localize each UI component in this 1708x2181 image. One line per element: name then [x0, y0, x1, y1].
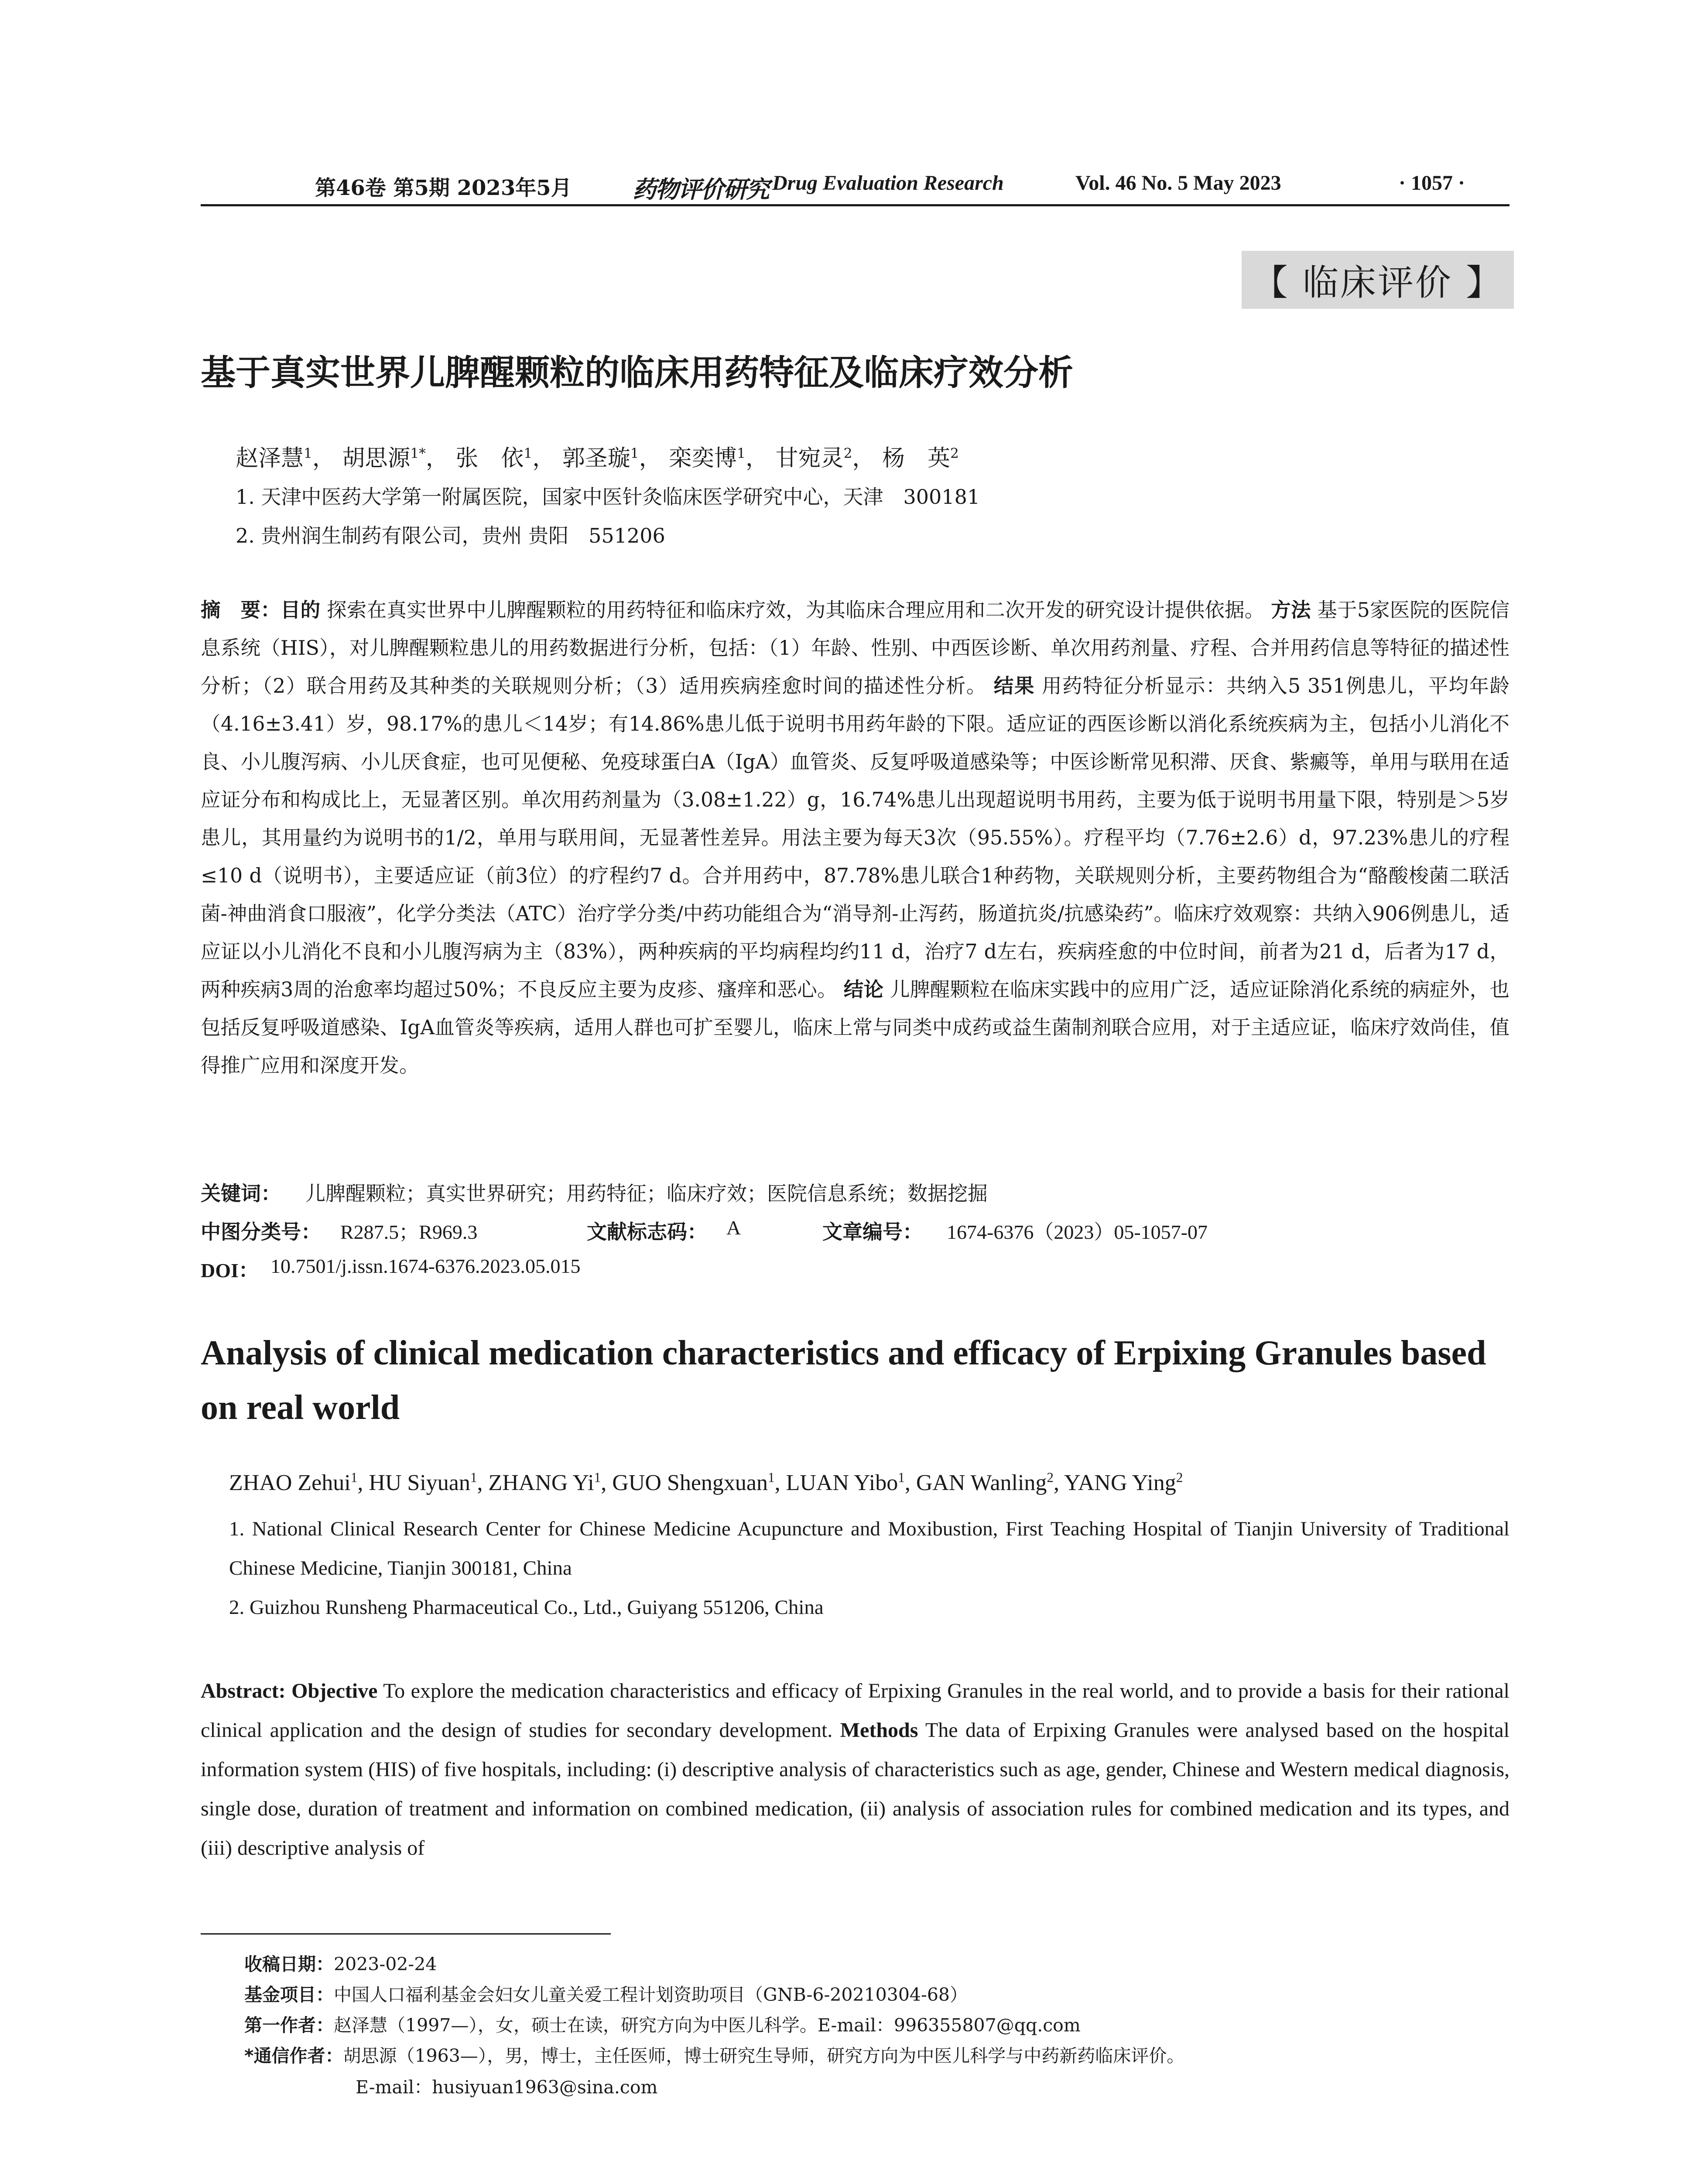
- author: GAN Wanling$^2$: [916, 1470, 1054, 1495]
- journal-logo-cn: 药物评价研究: [633, 175, 769, 203]
- chinese-affiliation-1: 1. 天津中医药大学第一附属医院，国家中医针灸临床医学研究中心，天津 300181: [236, 485, 980, 509]
- author: ZHANG Yi$^1$: [488, 1470, 601, 1495]
- english-affiliation-1: 1. National Clinical Research Center for Chinese Medicine Acupuncture and Moxibustion, First Teaching Hospital of Tianjin University of Traditional Chinese Medicine, Tianjin 300181, China: [229, 1518, 1509, 1579]
- article-no: 1674-6376（2023）05-1057-07: [947, 1221, 1208, 1243]
- author: YANG Ying$^2$: [1064, 1470, 1183, 1495]
- methods-label: 方法: [1271, 598, 1311, 622]
- methods-text: The data of Erpixing Granules were analysed based on the hospital information system (HIS) of five hospitals, including: (i) descriptive analysis of characteristics such as age, gender, Chinese and Western medical diagnosis, single dose, duration of treatment and information on combined medication, (ii) analysis of association rules for combined medication and its types, and (iii) descriptive analysis of: [201, 1719, 1509, 1860]
- english-title: Analysis of clinical medication characteristics and efficacy of Erpixing Granules based on real world: [201, 1334, 1486, 1427]
- doi-label: DOI：: [201, 1259, 259, 1282]
- doi: 10.7501/j.issn.1674-6376.2023.05.015: [270, 1255, 581, 1277]
- journal-name-en: Drug Evaluation Research: [772, 171, 1004, 195]
- objective-text: 探索在真实世界中儿脾醒颗粒的用药特征和临床疗效，为其临床合理应用和二次开发的研究设计提供依据。: [327, 598, 1265, 622]
- abstract-label: Abstract:: [201, 1679, 286, 1702]
- chinese-abstract: [201, 591, 1509, 1084]
- footnote-fund: 基金项目：中国人口福利基金会妇女儿童关爱工程计划资助项目（GNB-6-20210304-68）: [244, 1984, 968, 2005]
- chinese-authors: 赵泽慧$^1$， 胡思源$^{1*}$， 张 依$^1$， 郭圣璇$^1$， 栾奕博$^1$， 甘宛灵$^2$， 杨 英$^2$: [236, 445, 959, 472]
- author: LUAN Yibo$^1$: [786, 1470, 905, 1495]
- running-header: [201, 171, 1509, 206]
- author: HU Siyuan$^1$: [369, 1470, 477, 1495]
- issue-en: Vol. 46 No. 5 May 2023: [1075, 171, 1281, 195]
- english-authors: ZHAO Zehui$^1$, HU Siyuan$^1$, ZHANG Yi$^1$, GUO Shengxuan$^1$, LUAN Yibo$^1$, GAN Wanling$^2$, YANG Ying$^2$: [229, 1470, 1183, 1495]
- results-text: 用药特征分析显示：共纳入5 351例患儿，平均年龄（4.16±3.41）岁，98.17%的患儿＜14岁；有14.86%患儿低于说明书用药年龄的下限。适应证的西医诊断以消化系统疾病为主，包括小儿消化不良、小儿腹泻病、小儿厌食症，也可见便秘、免疫球蛋白A（IgA）血管炎、反复呼吸道感染等；中医诊断常见积滞、厌食、紫癜等，单用与联用在适应证分布和构成比上，无显著区别。单次用药剂量为（3.08±1.22）g，16.74%患儿出现超说明书用药，主要为低于说明书用量下限，特别是＞5岁患儿，其用量约为说明书的1/2，单用与联用间，无显著性差异。用法主要为每天3次（95.55%）。疗程平均（7.76±2.6）d，97.23%患儿的疗程≤10 d（说明书），主要适应证（前3位）的疗程约7 d。合并用药中，87.78%患儿联合1种药物，关联规则分析，主要药物组合为“酪酸梭菌二联活菌-神曲消食口服液”，化学分类法（ATC）治疗学分类/中药功能组合为“消导剂-止泻药，肠道抗炎/抗感染药”。临床疗效观察：共纳入906例患儿，适应证以小儿消化不良和小儿腹泻病为主（83%），两种疾病的平均病程均约11 d，治疗7 d左右，疾病痊愈的中位时间，前者为21 d，后者为17 d，两种疾病3周的治愈率均超过50%；不良反应主要为皮疹、瘙痒和恶心。: [201, 674, 1509, 1001]
- chinese-affiliation-2: 2. 贵州润生制药有限公司，贵州 贵阳 551206: [236, 524, 665, 547]
- issue-cn: 第46卷 第5期 2023年5月: [315, 176, 572, 200]
- abstract-label: 摘 要：: [201, 598, 281, 622]
- methods-text: 基于5家医院的医院信息系统（HIS），对儿脾醒颗粒患儿的用药数据进行分析，包括：（1）年龄、性别、中西医诊断、单次用药剂量、疗程、合并用药信息等特征的描述性分析；（2）联合用药及其种类的关联规则分析；（3）适用疾病痊愈时间的描述性分析。: [201, 598, 1509, 697]
- footnote-corresponding: *通信作者：胡思源（1963—），男，博士，主任医师，博士研究生导师，研究方向为中医儿科学与中药新药临床评价。: [244, 2045, 1185, 2066]
- author: 张 依$^1$: [455, 445, 533, 472]
- doc-code: A: [726, 1217, 741, 1239]
- author: 杨 英$^2$: [882, 445, 959, 472]
- objective-label: 目的: [280, 598, 321, 622]
- results-label: 结果: [993, 674, 1035, 697]
- section-tag: 【 临床评价 】: [1242, 251, 1514, 309]
- author: 栾奕博$^1$: [669, 445, 746, 472]
- conclusion-text: 儿脾醒颗粒在临床实践中的应用广泛，适应证除消化系统的病症外，也包括反复呼吸道感染、IgA血管炎等疾病，适用人群也可扩至婴儿，临床上常与同类中成药或益生菌制剂联合应用，对于主适应证，临床疗效尚佳，值得推广应用和深度开发。: [201, 978, 1509, 1077]
- author: 胡思源$^{1*}$: [342, 445, 426, 472]
- article-no-label: 文章编号：: [822, 1220, 923, 1244]
- footnote-rule: [201, 1933, 611, 1935]
- clc-label: 中图分类号：: [201, 1220, 321, 1244]
- english-affiliation-2: 2. Guizhou Runsheng Pharmaceutical Co., Ltd., Guiyang 551206, China: [229, 1596, 824, 1619]
- english-abstract: [201, 1672, 1509, 1868]
- author: 郭圣璇$^1$: [562, 445, 639, 472]
- author: 甘宛灵$^2$: [775, 445, 852, 472]
- methods-label: Methods: [840, 1719, 918, 1742]
- clc: R287.5；R969.3: [340, 1221, 478, 1243]
- chinese-title: 基于真实世界儿脾醒颗粒的临床用药特征及临床疗效分析: [201, 352, 1073, 393]
- keywords: 儿脾醒颗粒；真实世界研究；用药特征；临床疗效；医院信息系统；数据挖掘: [305, 1182, 988, 1205]
- footnote-received: 收稿日期：2023-02-24: [244, 1954, 437, 1975]
- conclusion-label: 结论: [843, 978, 884, 1001]
- author: GUO Shengxuan$^1$: [612, 1470, 775, 1495]
- doc-code-label: 文献标志码：: [587, 1220, 707, 1244]
- author: 赵泽慧$^1$: [236, 445, 312, 472]
- footnote-first-author: 第一作者：赵泽慧（1997—），女，硕士在读，研究方向为中医儿科学。E-mail：996355807@qq.com: [244, 2015, 1081, 2036]
- objective-text: To explore the medication characteristics and efficacy of Erpixing Granules in the real world, and to provide a basis for their rational clinical application and the design of studies for secondary development.: [201, 1679, 1510, 1742]
- page-number: · 1057 ·: [1399, 171, 1465, 195]
- header-rule: [201, 204, 1509, 206]
- author: ZHAO Zehui$^1$: [229, 1470, 358, 1495]
- keywords-label: 关键词：: [201, 1182, 281, 1205]
- footnote-corresponding-email: E-mail：husiyuan1963@sina.com: [356, 2077, 658, 2098]
- objective-label: Objective: [291, 1679, 378, 1702]
- english-affiliations: [229, 1509, 1509, 1627]
